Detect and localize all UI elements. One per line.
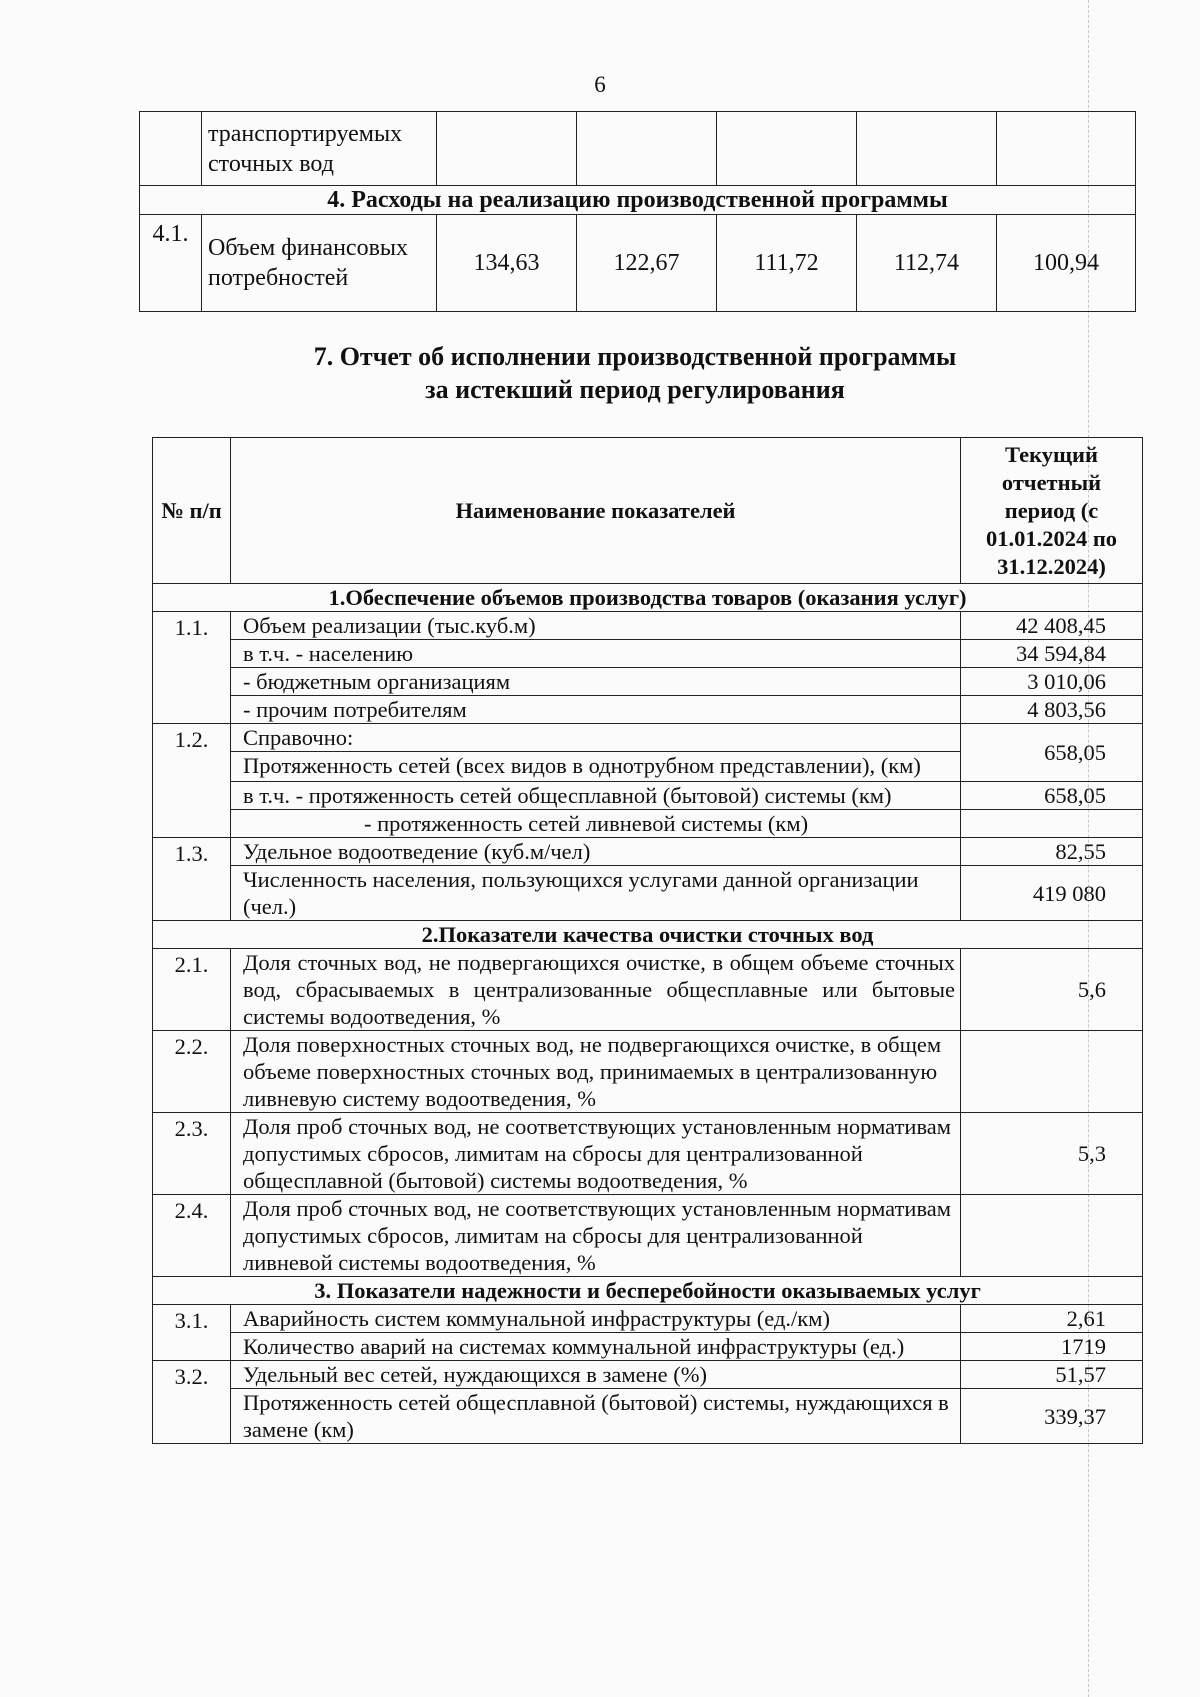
row-number: 2.2. bbox=[153, 1031, 231, 1113]
production-program-table-continuation bbox=[139, 111, 1136, 312]
row-name: Доля проб сточных вод, не соответствующих установленным нормативам допустимых сбросов, лимитам на сбросы для централизованной общесплавной (бытовой) системы водоотведения, % bbox=[231, 1113, 961, 1195]
table-row bbox=[153, 1195, 1143, 1277]
value-cell: 339,37 bbox=[961, 1389, 1143, 1444]
value-cell: 4 803,56 bbox=[961, 696, 1143, 724]
row-name: Численность населения, пользующихся услугами данной организации (чел.) bbox=[231, 866, 961, 921]
header-row bbox=[153, 438, 1143, 584]
table-row bbox=[153, 949, 1143, 1031]
value-cell: 51,57 bbox=[961, 1361, 1143, 1389]
row-number: 4.1. bbox=[140, 215, 202, 312]
row-number: 2.1. bbox=[153, 949, 231, 1031]
header-period: Текущий отчетный период (с 01.01.2024 по 31.12.2024) bbox=[961, 438, 1143, 584]
table-row bbox=[153, 640, 1143, 668]
row-name bbox=[231, 724, 961, 782]
row-number: 2.3. bbox=[153, 1113, 231, 1195]
section-row bbox=[140, 186, 1136, 215]
row-number: 2.4. bbox=[153, 1195, 231, 1277]
report-heading-line-1: 7. Отчет об исполнении производственной программы bbox=[313, 342, 957, 371]
row-name: Доля поверхностных сточных вод, не подвергающихся очистке, в общем объеме поверхностных сточных вод, принимаемых в централизованную ливневую систему водоотведения, % bbox=[231, 1031, 961, 1113]
header-name: Наименование показателей bbox=[231, 438, 961, 584]
value-cell: 5,3 bbox=[961, 1113, 1143, 1195]
value-cell: 658,05 bbox=[961, 724, 1143, 782]
row-name: Количество аварий на системах коммунальной инфраструктуры (ед.) bbox=[231, 1333, 961, 1361]
table-row bbox=[140, 215, 1136, 312]
value-cell: 100,94 bbox=[997, 215, 1136, 312]
value-cell bbox=[961, 810, 1143, 838]
report-table bbox=[152, 437, 1143, 1444]
row-name: в т.ч. - населению bbox=[231, 640, 961, 668]
table-row bbox=[153, 724, 1143, 782]
row-number: 3.2. bbox=[153, 1361, 231, 1444]
value-cell: 5,6 bbox=[961, 949, 1143, 1031]
section-row bbox=[153, 1277, 1143, 1305]
value-cell: 1719 bbox=[961, 1333, 1143, 1361]
section-title: 3. Показатели надежности и бесперебойности оказываемых услуг bbox=[153, 1277, 1143, 1305]
section-row bbox=[153, 584, 1143, 612]
row-name: Протяженность сетей общесплавной (бытовой) системы, нуждающихся в замене (км) bbox=[231, 1389, 961, 1444]
row-number: 1.2. bbox=[153, 724, 231, 838]
table-row bbox=[153, 668, 1143, 696]
value-cell: 42 408,45 bbox=[961, 612, 1143, 640]
table-row bbox=[153, 1113, 1143, 1195]
value-cell: 112,74 bbox=[857, 215, 997, 312]
row-number: 3.1. bbox=[153, 1305, 231, 1361]
section-title: 2.Показатели качества очистки сточных вод bbox=[153, 921, 1143, 949]
table-row bbox=[153, 612, 1143, 640]
table-row bbox=[153, 1333, 1143, 1361]
header-no: № п/п bbox=[153, 438, 231, 584]
row-name: транспортируемых сточных вод bbox=[202, 112, 437, 186]
table-row bbox=[153, 810, 1143, 838]
row-name: Объем реализации (тыс.куб.м) bbox=[231, 612, 961, 640]
report-heading bbox=[0, 340, 1200, 406]
value-cell bbox=[961, 1195, 1143, 1277]
section-title: 4. Расходы на реализацию производственной программы bbox=[140, 186, 1136, 215]
row-name: - бюджетным организациям bbox=[231, 668, 961, 696]
reference-label: Справочно: bbox=[243, 725, 354, 750]
row-name: Аварийность систем коммунальной инфраструктуры (ед./км) bbox=[231, 1305, 961, 1333]
row-number: 1.1. bbox=[153, 612, 231, 724]
row-name: Удельное водоотведение (куб.м/чел) bbox=[231, 838, 961, 866]
table-row bbox=[140, 112, 1136, 186]
report-heading-line-2: за истекший период регулирования bbox=[425, 375, 845, 404]
value-cell: 134,63 bbox=[437, 215, 577, 312]
table-row bbox=[153, 782, 1143, 810]
section-row bbox=[153, 921, 1143, 949]
table-row bbox=[153, 696, 1143, 724]
table-row bbox=[153, 1389, 1143, 1444]
row-name: в т.ч. - протяженность сетей общесплавной (бытовой) системы (км) bbox=[231, 782, 961, 810]
value-cell: 2,61 bbox=[961, 1305, 1143, 1333]
table-row bbox=[153, 1305, 1143, 1333]
value-cell: 658,05 bbox=[961, 782, 1143, 810]
value-cell: 111,72 bbox=[717, 215, 857, 312]
table-row bbox=[153, 838, 1143, 866]
row-name: - прочим потребителям bbox=[231, 696, 961, 724]
table-row bbox=[153, 1031, 1143, 1113]
section-title: 1.Обеспечение объемов производства товаров (оказания услуг) bbox=[153, 584, 1143, 612]
value-cell bbox=[961, 1031, 1143, 1113]
row-name-sub: Протяженность сетей (всех видов в однотрубном представлении), (км) bbox=[231, 751, 960, 779]
table-row bbox=[153, 866, 1143, 921]
value-cell: 122,67 bbox=[577, 215, 717, 312]
value-cell: 34 594,84 bbox=[961, 640, 1143, 668]
row-number: 1.3. bbox=[153, 838, 231, 921]
row-name: Удельный вес сетей, нуждающихся в замене (%) bbox=[231, 1361, 961, 1389]
value-cell: 82,55 bbox=[961, 838, 1143, 866]
value-cell: 419 080 bbox=[961, 866, 1143, 921]
table-row bbox=[153, 1361, 1143, 1389]
row-name: Доля проб сточных вод, не соответствующих установленным нормативам допустимых сбросов, лимитам на сбросы для централизованной ливневой системы водоотведения, % bbox=[231, 1195, 961, 1277]
row-name: Доля сточных вод, не подвергающихся очистке, в общем объеме сточных вод, сбрасываемых в централизованные общесплавные или бытовые системы водоотведения, % bbox=[231, 949, 961, 1031]
row-name: - протяженность сетей ливневой системы (км) bbox=[231, 810, 961, 838]
row-name: Объем финансовых потребностей bbox=[202, 215, 437, 312]
value-cell: 3 010,06 bbox=[961, 668, 1143, 696]
page-number: 6 bbox=[594, 72, 606, 97]
